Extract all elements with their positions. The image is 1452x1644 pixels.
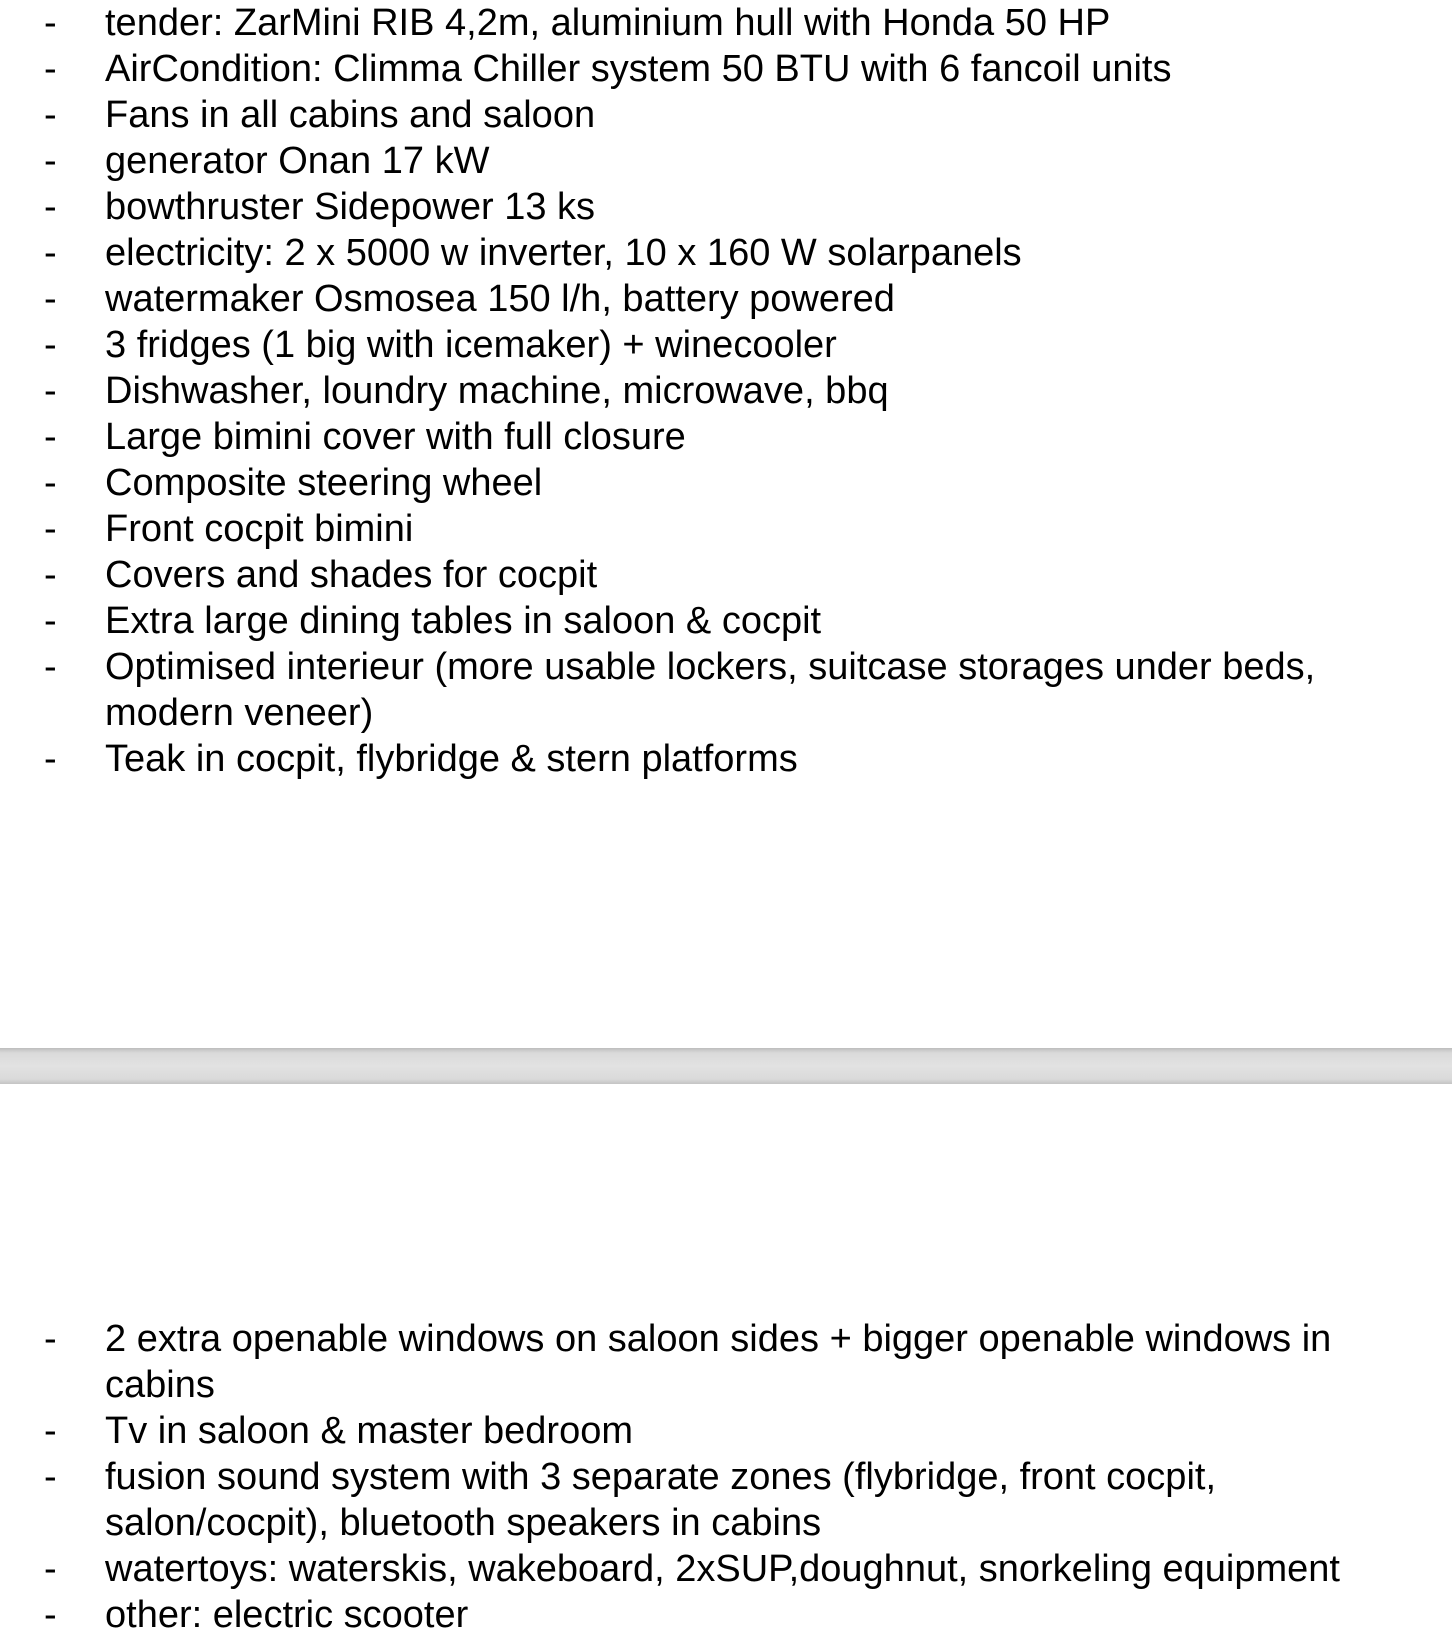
list-item-text: Large bimini cover with full closure	[105, 416, 686, 458]
list-item	[0, 460, 1452, 506]
list-item-text: Covers and shades for cocpit	[105, 554, 598, 596]
bullet-dash: -	[44, 554, 57, 596]
document-page-2	[0, 1084, 1452, 1644]
bullet-dash: -	[44, 600, 57, 642]
list-item	[0, 1454, 1452, 1546]
bullet-dash: -	[44, 416, 57, 458]
bullet-dash: -	[44, 2, 57, 44]
list-item-text: watermaker Osmosea 150 l/h, battery powered	[105, 278, 895, 320]
bullet-dash: -	[44, 1594, 57, 1636]
list-item	[0, 644, 1452, 736]
list-item-text: Dishwasher, loundry machine, microwave, bbq	[105, 370, 889, 412]
bullet-dash: -	[44, 140, 57, 182]
equipment-list-page-1	[0, 0, 1452, 782]
bullet-dash: -	[44, 48, 57, 90]
list-item	[0, 1592, 1452, 1638]
list-item-text: watertoys: waterskis, wakeboard, 2xSUP,doughnut, snorkeling equipment	[105, 1548, 1340, 1590]
list-item-text: other: electric scooter	[105, 1594, 469, 1636]
bullet-dash: -	[44, 1318, 57, 1360]
list-item	[0, 138, 1452, 184]
list-item	[0, 46, 1452, 92]
list-item	[0, 322, 1452, 368]
bullet-dash: -	[44, 646, 57, 688]
bullet-dash: -	[44, 462, 57, 504]
list-item	[0, 368, 1452, 414]
list-item	[0, 184, 1452, 230]
list-item	[0, 230, 1452, 276]
list-item	[0, 1408, 1452, 1454]
bullet-dash: -	[44, 232, 57, 274]
list-item-text: Teak in cocpit, flybridge & stern platforms	[105, 738, 798, 780]
list-item-text: tender: ZarMini RIB 4,2m, aluminium hull with Honda 50 HP	[105, 2, 1111, 44]
list-item-text: Extra large dining tables in saloon & cocpit	[105, 600, 822, 642]
list-item	[0, 1546, 1452, 1592]
list-item-text: electricity: 2 x 5000 w inverter, 10 x 160 W solarpanels	[105, 232, 1022, 274]
bullet-dash: -	[44, 278, 57, 320]
list-item	[0, 414, 1452, 460]
bullet-dash: -	[44, 186, 57, 228]
bullet-dash: -	[44, 370, 57, 412]
bullet-dash: -	[44, 94, 57, 136]
list-item-text: Front cocpit bimini	[105, 508, 414, 550]
list-item-text: Tv in saloon & master bedroom	[105, 1410, 634, 1452]
list-item	[0, 598, 1452, 644]
list-item	[0, 92, 1452, 138]
bullet-dash: -	[44, 1456, 57, 1498]
list-item	[0, 506, 1452, 552]
list-item	[0, 1316, 1452, 1408]
list-item-text: bowthruster Sidepower 13 ks	[105, 186, 596, 228]
bullet-dash: -	[44, 1548, 57, 1590]
list-item-text: fusion sound system with 3 separate zones (flybridge, front cocpit, salon/cocpit), bluetooth speakers in cabins	[105, 1456, 1216, 1544]
list-item-text: Optimised interieur (more usable lockers, suitcase storages under beds, modern veneer)	[105, 646, 1316, 734]
list-item	[0, 736, 1452, 782]
list-item-text: Composite steering wheel	[105, 462, 543, 504]
bullet-dash: -	[44, 324, 57, 366]
list-item-text: 3 fridges (1 big with icemaker) + winecooler	[105, 324, 837, 366]
bullet-dash: -	[44, 738, 57, 780]
bullet-dash: -	[44, 1410, 57, 1452]
list-item-text: AirCondition: Climma Chiller system 50 BTU with 6 fancoil units	[105, 48, 1172, 90]
list-item	[0, 276, 1452, 322]
equipment-list-page-2	[0, 1316, 1452, 1638]
page-separator	[0, 1048, 1452, 1084]
list-item-text: generator Onan 17 kW	[105, 140, 490, 182]
list-item-text: Fans in all cabins and saloon	[105, 94, 596, 136]
list-item-text: 2 extra openable windows on saloon sides + bigger openable windows in cabins	[105, 1318, 1332, 1406]
bullet-dash: -	[44, 508, 57, 550]
list-item	[0, 552, 1452, 598]
list-item	[0, 0, 1452, 46]
